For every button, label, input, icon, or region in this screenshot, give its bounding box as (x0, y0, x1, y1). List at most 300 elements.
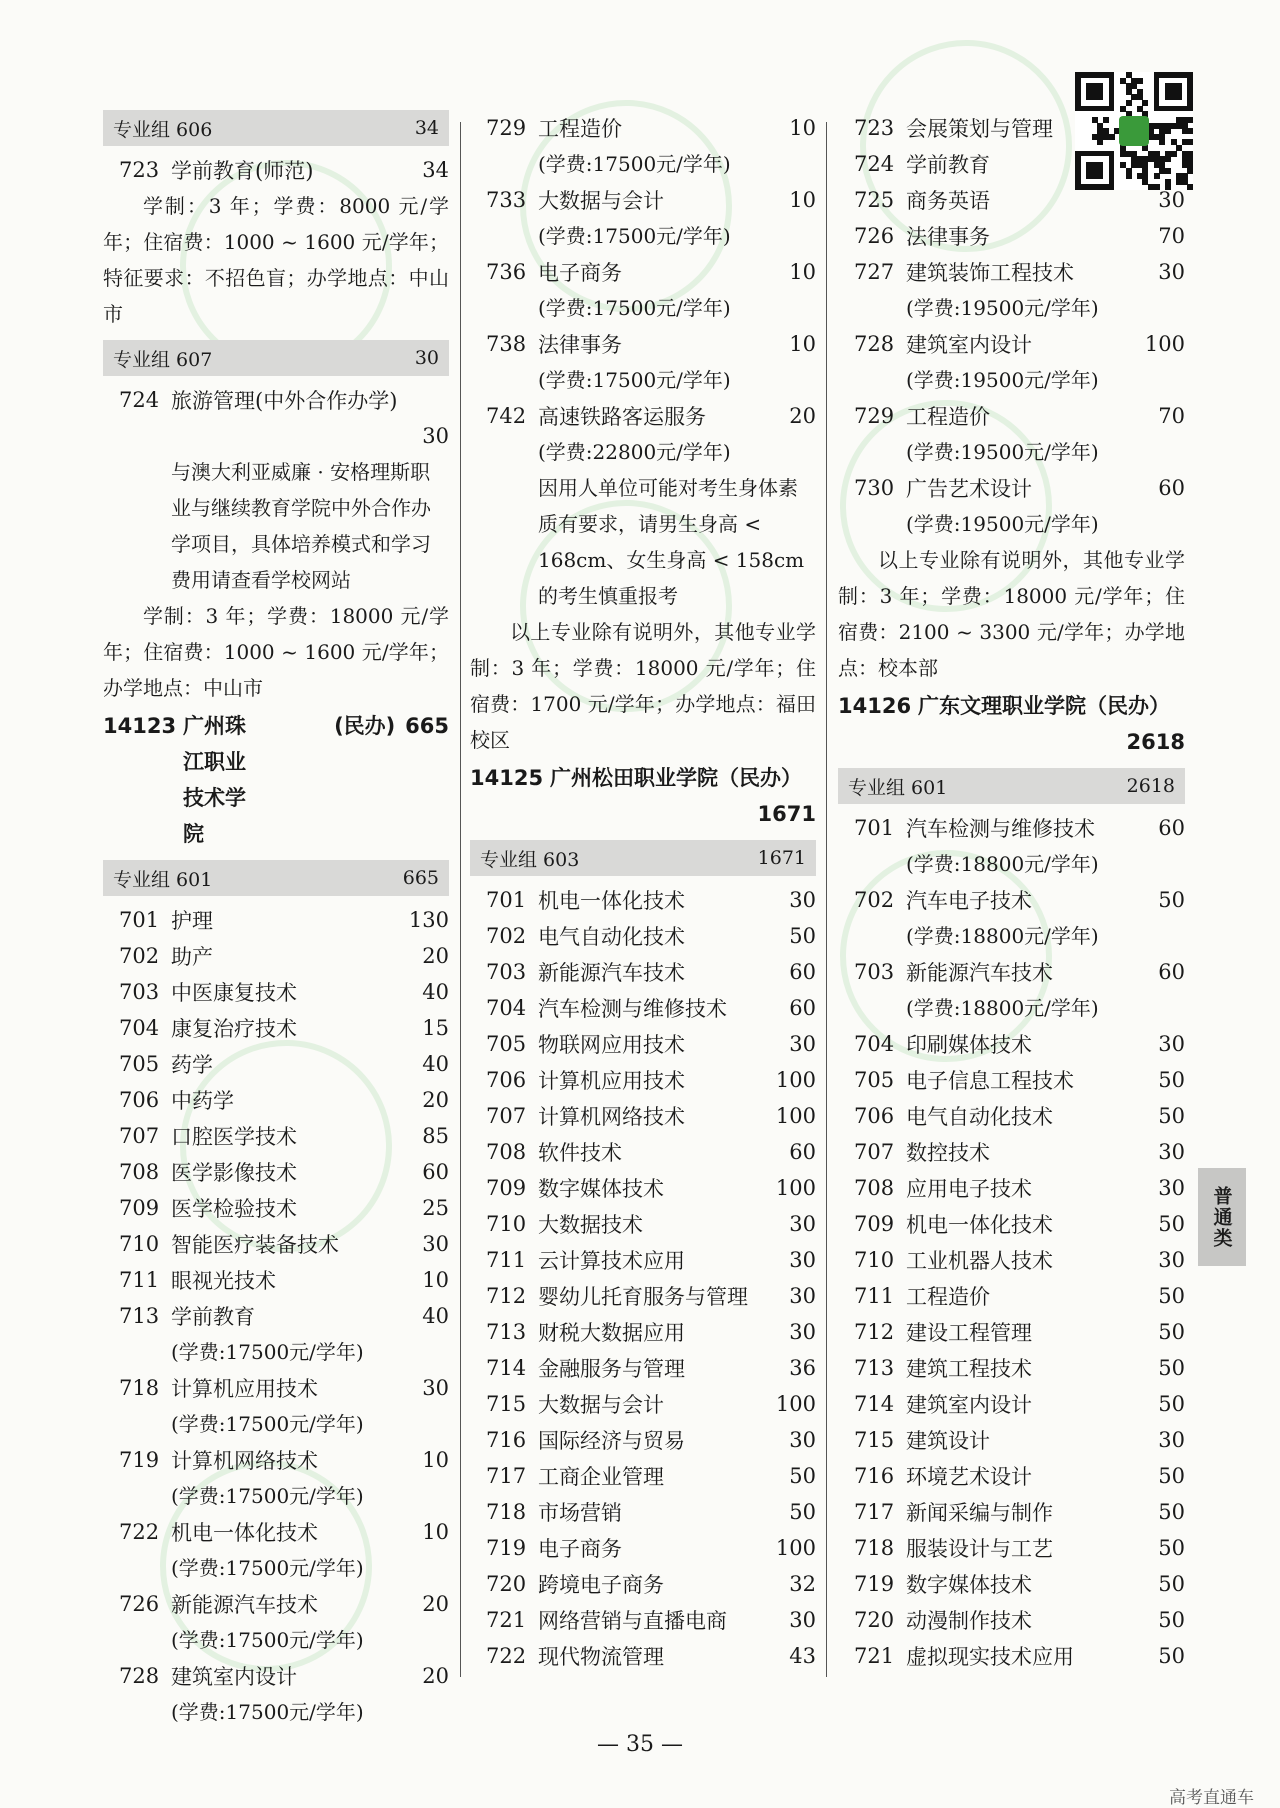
major-row (103, 902, 449, 938)
major-fee: (学费:18800元/学年) (906, 852, 1099, 876)
major-name: 中医康复技术 (171, 981, 297, 1005)
major-row (470, 1530, 816, 1566)
major-name: 会展策划与管理 (906, 117, 1053, 141)
major-qty: 70 (1158, 404, 1185, 428)
major-name: 国际经济与贸易 (538, 1429, 685, 1453)
major-name: 法律事务 (538, 333, 622, 357)
major-row (470, 1314, 816, 1350)
major-row (103, 1442, 449, 1478)
major-code: 717 (854, 1500, 895, 1524)
major-row (838, 254, 1185, 290)
major-qty: 36 (789, 1356, 816, 1380)
major-name: 财税大数据应用 (538, 1321, 685, 1345)
major-name: 商务英语 (906, 189, 990, 213)
major-name: 建筑室内设计 (171, 1665, 297, 1689)
major-qty: 60 (1158, 816, 1185, 840)
column-divider (826, 122, 827, 1677)
major-name: 建筑室内设计 (906, 333, 1032, 357)
group-header-603: 专业组 603 1671 (470, 840, 816, 876)
major-code: 710 (486, 1212, 527, 1236)
major-code: 736 (486, 260, 527, 284)
major-code: 714 (854, 1392, 895, 1416)
major-code: 722 (119, 1520, 160, 1544)
major-row (470, 918, 816, 954)
major-qty: 50 (1158, 1464, 1185, 1488)
major-name: 数控技术 (906, 1141, 990, 1165)
major-code: 701 (486, 888, 527, 912)
major-qty: 30 (422, 1232, 449, 1256)
major-fee: (学费:19500元/学年) (906, 296, 1099, 320)
major-name: 计算机网络技术 (538, 1105, 685, 1129)
major-name: 电子信息工程技术 (906, 1069, 1074, 1093)
major-name: 口腔医学技术 (171, 1125, 297, 1149)
major-list (838, 810, 1185, 1674)
major-row (470, 1242, 816, 1278)
major-list (470, 110, 816, 470)
major-code: 726 (854, 224, 895, 248)
major-code: 713 (119, 1304, 160, 1328)
major-code: 706 (119, 1088, 160, 1112)
major-row (470, 1062, 816, 1098)
major-name: 工业机器人技术 (906, 1249, 1053, 1273)
major-qty: 30 (1158, 260, 1185, 284)
major-code: 703 (854, 960, 895, 984)
major-row (838, 182, 1185, 218)
major-row (103, 1046, 449, 1082)
major-row (838, 398, 1185, 434)
major-row (470, 1494, 816, 1530)
major-qty: 30 (422, 1376, 449, 1400)
major-qty: 30 (789, 1608, 816, 1632)
column-3 (838, 110, 1185, 1674)
major-code: 716 (486, 1428, 527, 1452)
major-fee: (学费:17500元/学年) (538, 152, 731, 176)
group-header-601: 专业组 601 2618 (838, 768, 1185, 804)
major-name: 数字媒体技术 (538, 1177, 664, 1201)
major-row (838, 1062, 1185, 1098)
major-row (470, 326, 816, 362)
major-row (470, 1170, 816, 1206)
major-name: 婴幼儿托育服务与管理 (538, 1285, 748, 1309)
major-qty: 10 (789, 260, 816, 284)
major-code: 708 (119, 1160, 160, 1184)
major-fee: (学费:18800元/学年) (906, 996, 1099, 1020)
major-qty: 60 (422, 1160, 449, 1184)
major-qty: 130 (408, 908, 449, 932)
footer-text: 高考直通车 (1169, 1788, 1254, 1808)
major-qty: 30 (1158, 1140, 1185, 1164)
major-code: 714 (486, 1356, 527, 1380)
major-row (838, 1458, 1185, 1494)
major-code: 716 (854, 1464, 895, 1488)
major-name: 汽车电子技术 (906, 889, 1032, 913)
school-heading-14125: 14125 广州松田职业学院（民办） 1671 (470, 766, 816, 826)
major-row (838, 1206, 1185, 1242)
page-number: — 35 — (597, 1732, 683, 1757)
major-note: 与澳大利亚威廉 · 安格理斯职业与继续教育学院中外合作办学项目，具体培养模式和学习费用请查看学校网站 (171, 460, 431, 592)
group-header-607: 专业组 607 30 (103, 340, 449, 376)
major-qty: 50 (1158, 1320, 1185, 1344)
major-name: 动漫制作技术 (906, 1609, 1032, 1633)
major-qty: 50 (1158, 1572, 1185, 1596)
major-row (470, 1386, 816, 1422)
major-qty: 30 (1158, 1032, 1185, 1056)
category-tab: 普通类 (1198, 1168, 1246, 1266)
major-qty: 50 (1158, 1536, 1185, 1560)
major-qty: 40 (422, 1304, 449, 1328)
major-qty: 100 (775, 1392, 816, 1416)
major-qty: 10 (422, 1268, 449, 1292)
major-code: 723 (854, 116, 895, 140)
major-fee: (学费:19500元/学年) (906, 512, 1099, 536)
major-fee: (学费:22800元/学年) (538, 440, 731, 464)
major-name: 工程造价 (906, 405, 990, 429)
major-qty: 25 (422, 1196, 449, 1220)
major-qty: 30 (789, 1032, 816, 1056)
major-code: 719 (486, 1536, 527, 1560)
major-row (470, 182, 816, 218)
major-list (103, 902, 449, 1730)
major-row (103, 1226, 449, 1262)
major-code: 708 (854, 1176, 895, 1200)
major-code: 713 (854, 1356, 895, 1380)
major-qty: 50 (789, 1500, 816, 1524)
major-qty: 60 (789, 996, 816, 1020)
major-code: 713 (486, 1320, 527, 1344)
major-qty: 10 (789, 332, 816, 356)
column-1 (103, 110, 449, 1730)
major-row (470, 1134, 816, 1170)
group-note: 以上专业除有说明外，其他专业学制：3 年；学费：18000 元/学年；住宿费：2100 ~ 3300 元/学年；办学地点：校本部 (838, 548, 1185, 680)
major-name: 工商企业管理 (538, 1465, 664, 1489)
major-name: 大数据与会计 (538, 189, 664, 213)
major-code: 702 (854, 888, 895, 912)
major-row (470, 990, 816, 1026)
major-qty: 30 (1158, 1428, 1185, 1452)
major-row (103, 1082, 449, 1118)
major-qty: 50 (789, 1464, 816, 1488)
major-code: 711 (119, 1268, 160, 1292)
major-row (470, 1206, 816, 1242)
major-row (838, 882, 1185, 918)
major-code: 709 (119, 1196, 160, 1220)
major-qty: 50 (1158, 1284, 1185, 1308)
major-row: 723 学前教育(师范) 34 (119, 158, 449, 183)
major-name: 学前教育 (906, 153, 990, 177)
major-fee: (学费:17500元/学年) (171, 1700, 364, 1724)
major-row (838, 1242, 1185, 1278)
major-name: 电气自动化技术 (538, 925, 685, 949)
major-name: 工程造价 (906, 1285, 990, 1309)
major-code: 721 (854, 1644, 895, 1668)
major-qty: 70 (1158, 224, 1185, 248)
major-code: 720 (854, 1608, 895, 1632)
major-row (103, 1190, 449, 1226)
major-name: 网络营销与直播电商 (538, 1609, 727, 1633)
major-row (838, 954, 1185, 990)
major-qty: 20 (422, 944, 449, 968)
major-row: 724 旅游管理(中外合作办学) (119, 388, 398, 413)
major-qty: 30 (1158, 188, 1185, 212)
major-name: 康复治疗技术 (171, 1017, 297, 1041)
major-row (838, 1638, 1185, 1674)
major-code: 720 (486, 1572, 527, 1596)
major-list (838, 110, 1185, 542)
major-code: 703 (486, 960, 527, 984)
major-row (838, 1170, 1185, 1206)
major-code: 728 (119, 1664, 160, 1688)
major-qty: 50 (1158, 1644, 1185, 1668)
major-row (838, 1278, 1185, 1314)
major-row (103, 1118, 449, 1154)
major-name: 大数据技术 (538, 1213, 643, 1237)
major-code: 707 (486, 1104, 527, 1128)
major-row (103, 1658, 449, 1694)
major-qty: 30 (789, 1212, 816, 1236)
major-name: 电子商务 (538, 1537, 622, 1561)
major-row (838, 146, 1185, 182)
major-row (470, 110, 816, 146)
major-fee: (学费:19500元/学年) (906, 440, 1099, 464)
major-qty: 100 (775, 1068, 816, 1092)
major-code: 705 (119, 1052, 160, 1076)
major-row (470, 1278, 816, 1314)
major-code: 742 (486, 404, 527, 428)
major-qty: 10 (422, 1448, 449, 1472)
major-row (838, 1566, 1185, 1602)
major-code: 725 (854, 188, 895, 212)
major-name: 跨境电子商务 (538, 1573, 664, 1597)
major-name: 机电一体化技术 (171, 1521, 318, 1545)
major-name: 虚拟现实技术应用 (906, 1645, 1074, 1669)
major-code: 718 (119, 1376, 160, 1400)
major-row (838, 326, 1185, 362)
major-qty: 32 (789, 1572, 816, 1596)
major-code: 702 (486, 924, 527, 948)
major-code: 727 (854, 260, 895, 284)
major-code: 717 (486, 1464, 527, 1488)
major-code: 702 (119, 944, 160, 968)
major-qty: 50 (1158, 1500, 1185, 1524)
major-name: 建筑装饰工程技术 (906, 261, 1074, 285)
major-fee: (学费:17500元/学年) (171, 1556, 364, 1580)
major-name: 软件技术 (538, 1141, 622, 1165)
major-qty: 50 (1158, 1608, 1185, 1632)
group-header-606: 专业组 606 34 (103, 110, 449, 146)
major-row (470, 1566, 816, 1602)
major-name: 计算机网络技术 (171, 1449, 318, 1473)
major-code: 706 (486, 1068, 527, 1092)
major-row (103, 974, 449, 1010)
column-2 (470, 110, 816, 1674)
major-name: 新能源汽车技术 (171, 1593, 318, 1617)
major-row (103, 1514, 449, 1550)
major-name: 工程造价 (538, 117, 622, 141)
major-code: 704 (854, 1032, 895, 1056)
major-code: 729 (854, 404, 895, 428)
major-qty: 100 (775, 1104, 816, 1128)
major-name: 电子商务 (538, 261, 622, 285)
major-code: 712 (854, 1320, 895, 1344)
major-row (838, 1314, 1185, 1350)
major-code: 701 (854, 816, 895, 840)
major-qty: 20 (789, 404, 816, 428)
major-code: 721 (486, 1608, 527, 1632)
major-qty: 60 (1158, 476, 1185, 500)
major-code: 719 (119, 1448, 160, 1472)
major-row (838, 1602, 1185, 1638)
major-row (838, 810, 1185, 846)
major-qty: 10 (422, 1520, 449, 1544)
major-qty: 30 (789, 1284, 816, 1308)
major-qty: 50 (789, 924, 816, 948)
major-row (103, 1010, 449, 1046)
major-name: 电气自动化技术 (906, 1105, 1053, 1129)
major-name: 计算机应用技术 (171, 1377, 318, 1401)
major-name: 环境艺术设计 (906, 1465, 1032, 1489)
major-code: 706 (854, 1104, 895, 1128)
major-row (838, 1134, 1185, 1170)
major-code: 704 (486, 996, 527, 1020)
major-qty: 30 (789, 1320, 816, 1344)
major-note: 因用人单位可能对考生身体素质有要求，请男生身高 < 168cm、女生身高 < 158cm 的考生慎重报考 (538, 476, 805, 608)
major-code: 715 (854, 1428, 895, 1452)
major-code: 722 (486, 1644, 527, 1668)
major-row (838, 1098, 1185, 1134)
major-name: 中药学 (171, 1089, 234, 1113)
major-fee: (学费:17500元/学年) (171, 1484, 364, 1508)
major-qty: 50 (1158, 1356, 1185, 1380)
major-qty: 60 (789, 960, 816, 984)
major-code: 718 (486, 1500, 527, 1524)
major-name: 建设工程管理 (906, 1321, 1032, 1345)
column-divider (460, 122, 461, 1677)
major-name: 护理 (171, 909, 213, 933)
major-qty: 85 (422, 1124, 449, 1148)
major-code: 708 (486, 1140, 527, 1164)
major-row (470, 882, 816, 918)
major-qty: 50 (1158, 1068, 1185, 1092)
group-note: 以上专业除有说明外，其他专业学制：3 年；学费：18000 元/学年；住宿费：1700 元/学年；办学地点：福田校区 (470, 620, 816, 752)
group-note: 学制：3 年；学费：8000 元/学年；住宿费：1000 ~ 1600 元/学年；特征要求：不招色盲；办学地点：中山市 (103, 194, 449, 326)
major-code: 705 (854, 1068, 895, 1092)
major-name: 新能源汽车技术 (538, 961, 685, 985)
major-fee: (学费:17500元/学年) (538, 224, 731, 248)
major-code: 729 (486, 116, 527, 140)
major-name: 云计算技术应用 (538, 1249, 685, 1273)
major-qty: 30 (789, 1428, 816, 1452)
major-qty: 20 (422, 1088, 449, 1112)
major-code: 738 (486, 332, 527, 356)
major-qty: 30 (789, 1248, 816, 1272)
major-name: 广告艺术设计 (906, 477, 1032, 501)
major-qty: 60 (1158, 960, 1185, 984)
major-row (103, 1262, 449, 1298)
major-row (470, 1638, 816, 1674)
major-name: 机电一体化技术 (906, 1213, 1053, 1237)
major-qty: 10 (789, 188, 816, 212)
major-row (838, 218, 1185, 254)
major-fee: (学费:17500元/学年) (171, 1340, 364, 1364)
major-qty: 20 (422, 1664, 449, 1688)
major-qty: 50 (1158, 1104, 1185, 1128)
major-quota: 30 (422, 424, 449, 448)
major-code: 715 (486, 1392, 527, 1416)
major-code: 718 (854, 1536, 895, 1560)
major-row (838, 1350, 1185, 1386)
major-qty: 30 (1158, 1248, 1185, 1272)
major-code: 712 (486, 1284, 527, 1308)
major-name: 医学检验技术 (171, 1197, 297, 1221)
major-row (470, 1422, 816, 1458)
major-name: 建筑工程技术 (906, 1357, 1032, 1381)
major-row (470, 1602, 816, 1638)
major-code: 730 (854, 476, 895, 500)
major-code: 710 (854, 1248, 895, 1272)
major-row (470, 954, 816, 990)
major-name: 医学影像技术 (171, 1161, 297, 1185)
major-code: 719 (854, 1572, 895, 1596)
major-fee: (学费:17500元/学年) (538, 296, 731, 320)
major-code: 711 (854, 1284, 895, 1308)
major-fee: (学费:19500元/学年) (906, 368, 1099, 392)
major-name: 应用电子技术 (906, 1177, 1032, 1201)
major-row (470, 254, 816, 290)
major-code: 707 (854, 1140, 895, 1164)
major-row (470, 1098, 816, 1134)
major-row (838, 1026, 1185, 1062)
major-name: 高速铁路客运服务 (538, 405, 706, 429)
major-row (470, 1026, 816, 1062)
major-row (470, 398, 816, 434)
major-name: 新闻采编与制作 (906, 1501, 1053, 1525)
major-fee: (学费:17500元/学年) (171, 1628, 364, 1652)
major-code: 707 (119, 1124, 160, 1148)
major-name: 法律事务 (906, 225, 990, 249)
major-row (103, 938, 449, 974)
major-name: 机电一体化技术 (538, 889, 685, 913)
major-row (838, 1422, 1185, 1458)
group-note: 学制：3 年；学费：18000 元/学年；住宿费：1000 ~ 1600 元/学年；办学地点：中山市 (103, 604, 449, 700)
major-name: 药学 (171, 1053, 213, 1077)
major-qty: 15 (422, 1016, 449, 1040)
major-qty: 10 (789, 116, 816, 140)
major-code: 733 (486, 188, 527, 212)
major-qty: 30 (789, 888, 816, 912)
major-row (470, 1350, 816, 1386)
major-name: 服装设计与工艺 (906, 1537, 1053, 1561)
major-row (470, 1458, 816, 1494)
major-qty: 60 (789, 1140, 816, 1164)
major-fee: (学费:17500元/学年) (171, 1412, 364, 1436)
major-name: 汽车检测与维修技术 (538, 997, 727, 1021)
major-code: 724 (854, 152, 895, 176)
major-qty: 43 (789, 1644, 816, 1668)
major-row (103, 1154, 449, 1190)
major-row (103, 1298, 449, 1334)
major-name: 数字媒体技术 (906, 1573, 1032, 1597)
major-row (838, 470, 1185, 506)
major-code: 726 (119, 1592, 160, 1616)
major-qty: 50 (1158, 888, 1185, 912)
major-qty: 40 (422, 1052, 449, 1076)
major-name: 金融服务与管理 (538, 1357, 685, 1381)
major-row (103, 1586, 449, 1622)
major-row (838, 1494, 1185, 1530)
major-name: 大数据与会计 (538, 1393, 664, 1417)
major-fee: (学费:18800元/学年) (906, 924, 1099, 948)
major-name: 建筑设计 (906, 1429, 990, 1453)
